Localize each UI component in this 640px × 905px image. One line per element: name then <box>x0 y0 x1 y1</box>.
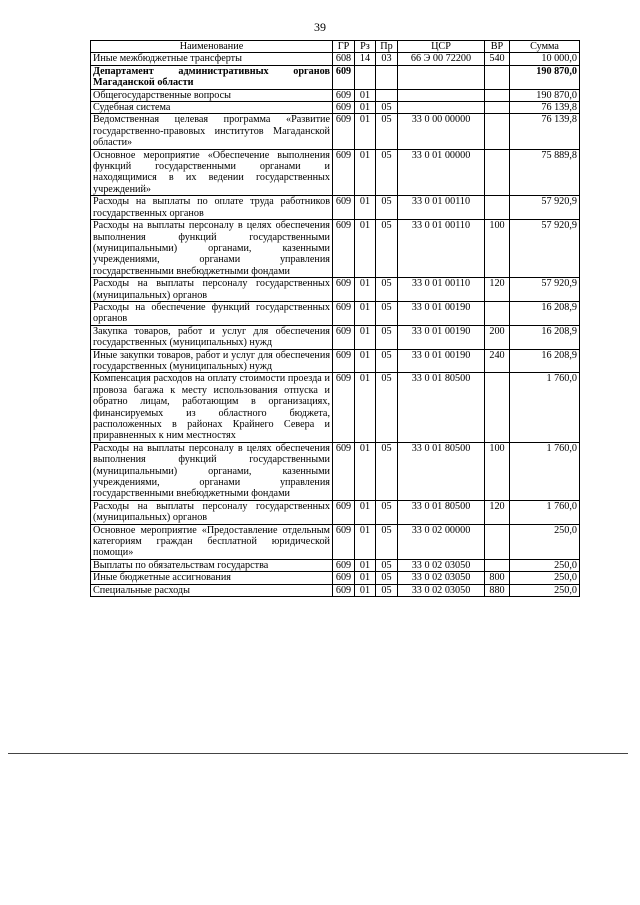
cell-vr <box>485 559 510 571</box>
cell-rz: 14 <box>355 53 376 65</box>
table-row <box>91 373 580 442</box>
cell-csr: 33 0 02 03050 <box>398 584 485 596</box>
cell-vr: 120 <box>485 500 510 524</box>
cell-name: Расходы на выплаты по оплате труда работников государственных органов <box>91 196 333 220</box>
cell-name: Иные бюджетные ассигнования <box>91 572 333 584</box>
cell-sum: 250,0 <box>510 584 580 596</box>
budget-table <box>90 40 580 597</box>
cell-pr <box>376 89 398 101</box>
cell-gr: 609 <box>333 301 355 325</box>
cell-csr: 33 0 01 80500 <box>398 373 485 442</box>
cell-vr: 800 <box>485 572 510 584</box>
cell-csr: 33 0 01 00190 <box>398 325 485 349</box>
cell-pr: 05 <box>376 114 398 149</box>
table-row <box>91 500 580 524</box>
table-row <box>91 278 580 302</box>
cell-gr: 609 <box>333 149 355 196</box>
cell-name: Ведомственная целевая программа «Развитие государственно-правовых институтов Магаданской области» <box>91 114 333 149</box>
cell-gr: 609 <box>333 220 355 278</box>
cell-sum: 16 208,9 <box>510 349 580 373</box>
cell-rz <box>355 65 376 89</box>
cell-gr: 608 <box>333 53 355 65</box>
cell-rz: 01 <box>355 102 376 114</box>
cell-pr: 05 <box>376 572 398 584</box>
cell-vr <box>485 373 510 442</box>
cell-sum: 250,0 <box>510 572 580 584</box>
cell-gr: 609 <box>333 559 355 571</box>
cell-sum: 57 920,9 <box>510 196 580 220</box>
cell-pr: 05 <box>376 584 398 596</box>
cell-csr: 33 0 01 00110 <box>398 196 485 220</box>
cell-csr: 33 0 01 00110 <box>398 220 485 278</box>
table-row <box>91 442 580 500</box>
cell-csr: 33 0 02 00000 <box>398 524 485 559</box>
header-vr: ВР <box>485 41 510 53</box>
cell-vr <box>485 89 510 101</box>
cell-gr: 609 <box>333 584 355 596</box>
cell-name: Расходы на выплаты персоналу государственных (муниципальных) органов <box>91 500 333 524</box>
table-row <box>91 349 580 373</box>
cell-gr: 609 <box>333 196 355 220</box>
cell-rz: 01 <box>355 278 376 302</box>
cell-name: Основное мероприятие «Предоставление отдельным категориям граждан бесплатной юридической помощи» <box>91 524 333 559</box>
cell-csr: 33 0 01 00000 <box>398 149 485 196</box>
cell-rz: 01 <box>355 442 376 500</box>
cell-gr: 609 <box>333 349 355 373</box>
cell-rz: 01 <box>355 149 376 196</box>
cell-name: Закупка товаров, работ и услуг для обеспечения государственных (муниципальных) нужд <box>91 325 333 349</box>
cell-sum: 76 139,8 <box>510 102 580 114</box>
header-name: Наименование <box>91 41 333 53</box>
cell-vr: 880 <box>485 584 510 596</box>
cell-name: Судебная система <box>91 102 333 114</box>
table-row <box>91 149 580 196</box>
cell-name: Департамент административных органов Магаданской области <box>91 65 333 89</box>
table-row <box>91 102 580 114</box>
cell-pr: 05 <box>376 102 398 114</box>
cell-vr: 100 <box>485 442 510 500</box>
cell-name: Расходы на выплаты персоналу в целях обеспечения выполнения функций государственными (муниципальными) органами, казенными учреждениями, органами управления государственными внебюджетными фондами <box>91 442 333 500</box>
cell-gr: 609 <box>333 524 355 559</box>
cell-rz: 01 <box>355 373 376 442</box>
cell-pr: 05 <box>376 442 398 500</box>
cell-sum: 57 920,9 <box>510 220 580 278</box>
cell-name: Иные межбюджетные трансферты <box>91 53 333 65</box>
cell-name: Расходы на обеспечение функций государственных органов <box>91 301 333 325</box>
header-sum: Сумма <box>510 41 580 53</box>
cell-vr <box>485 65 510 89</box>
table-row <box>91 572 580 584</box>
cell-gr: 609 <box>333 373 355 442</box>
cell-rz: 01 <box>355 114 376 149</box>
cell-vr: 200 <box>485 325 510 349</box>
cell-rz: 01 <box>355 559 376 571</box>
cell-csr <box>398 102 485 114</box>
cell-vr: 240 <box>485 349 510 373</box>
table-header-row <box>91 41 580 53</box>
cell-name: Выплаты по обязательствам государства <box>91 559 333 571</box>
cell-pr: 05 <box>376 524 398 559</box>
cell-vr <box>485 196 510 220</box>
cell-pr: 05 <box>376 373 398 442</box>
cell-vr: 120 <box>485 278 510 302</box>
table-row <box>91 65 580 89</box>
table-row <box>91 114 580 149</box>
table-row <box>91 196 580 220</box>
cell-gr: 609 <box>333 114 355 149</box>
cell-rz: 01 <box>355 524 376 559</box>
cell-csr: 33 0 01 00190 <box>398 301 485 325</box>
cell-vr <box>485 524 510 559</box>
cell-gr: 609 <box>333 102 355 114</box>
cell-pr: 03 <box>376 53 398 65</box>
cell-vr <box>485 114 510 149</box>
page-number: 39 <box>314 20 326 34</box>
cell-gr: 609 <box>333 500 355 524</box>
cell-name: Расходы на выплаты персоналу государственных (муниципальных) органов <box>91 278 333 302</box>
cell-csr: 33 0 02 03050 <box>398 572 485 584</box>
header-pr: Пр <box>376 41 398 53</box>
cell-csr: 66 Э 00 72200 <box>398 53 485 65</box>
cell-pr: 05 <box>376 220 398 278</box>
cell-vr <box>485 102 510 114</box>
cell-sum: 16 208,9 <box>510 325 580 349</box>
cell-sum: 16 208,9 <box>510 301 580 325</box>
cell-sum: 190 870,0 <box>510 89 580 101</box>
cell-sum: 1 760,0 <box>510 442 580 500</box>
cell-name: Расходы на выплаты персоналу в целях обеспечения выполнения функций государственными (муниципальными) органами, казенными учреждениями, органами управления государственными внебюджетными фондами <box>91 220 333 278</box>
cell-pr: 05 <box>376 325 398 349</box>
cell-rz: 01 <box>355 584 376 596</box>
cell-pr: 05 <box>376 149 398 196</box>
cell-pr: 05 <box>376 500 398 524</box>
cell-csr: 33 0 00 00000 <box>398 114 485 149</box>
table-row <box>91 220 580 278</box>
cell-pr: 05 <box>376 559 398 571</box>
table-row <box>91 325 580 349</box>
cell-gr: 609 <box>333 89 355 101</box>
cell-rz: 01 <box>355 325 376 349</box>
cell-csr <box>398 65 485 89</box>
cell-name: Иные закупки товаров, работ и услуг для обеспечения государственных (муниципальных) нужд <box>91 349 333 373</box>
header-csr: ЦСР <box>398 41 485 53</box>
cell-sum: 76 139,8 <box>510 114 580 149</box>
cell-rz: 01 <box>355 301 376 325</box>
cell-csr: 33 0 01 80500 <box>398 442 485 500</box>
cell-csr: 33 0 01 00190 <box>398 349 485 373</box>
cell-vr <box>485 301 510 325</box>
cell-csr: 33 0 01 80500 <box>398 500 485 524</box>
cell-pr: 05 <box>376 278 398 302</box>
cell-sum: 57 920,9 <box>510 278 580 302</box>
table-row <box>91 53 580 65</box>
header-rz: Рз <box>355 41 376 53</box>
page-bottom-divider <box>8 753 628 754</box>
cell-name: Компенсация расходов на оплату стоимости проезда и провоза багажа к месту использования отпуска и обратно лицам, работающим в организациях, финансируемых из областного бюджета, расположенных в районах Крайнего Севера и приравненных к ним местностях <box>91 373 333 442</box>
cell-name: Общегосударственные вопросы <box>91 89 333 101</box>
table-row <box>91 559 580 571</box>
cell-sum: 190 870,0 <box>510 65 580 89</box>
table-row <box>91 584 580 596</box>
cell-sum: 75 889,8 <box>510 149 580 196</box>
cell-name: Основное мероприятие «Обеспечение выполнения функций государственными органами и находящимися в их ведении государственных учреждений» <box>91 149 333 196</box>
header-gr: ГР <box>333 41 355 53</box>
cell-gr: 609 <box>333 278 355 302</box>
cell-rz: 01 <box>355 220 376 278</box>
cell-gr: 609 <box>333 442 355 500</box>
cell-vr: 540 <box>485 53 510 65</box>
cell-sum: 250,0 <box>510 524 580 559</box>
cell-vr <box>485 149 510 196</box>
cell-csr: 33 0 02 03050 <box>398 559 485 571</box>
cell-vr: 100 <box>485 220 510 278</box>
cell-rz: 01 <box>355 572 376 584</box>
cell-rz: 01 <box>355 89 376 101</box>
cell-rz: 01 <box>355 196 376 220</box>
cell-name: Специальные расходы <box>91 584 333 596</box>
cell-sum: 10 000,0 <box>510 53 580 65</box>
cell-pr <box>376 65 398 89</box>
cell-gr: 609 <box>333 572 355 584</box>
cell-pr: 05 <box>376 301 398 325</box>
cell-gr: 609 <box>333 65 355 89</box>
table-row <box>91 524 580 559</box>
cell-sum: 250,0 <box>510 559 580 571</box>
cell-gr: 609 <box>333 325 355 349</box>
cell-sum: 1 760,0 <box>510 373 580 442</box>
cell-csr <box>398 89 485 101</box>
cell-pr: 05 <box>376 349 398 373</box>
table-row <box>91 301 580 325</box>
cell-csr: 33 0 01 00110 <box>398 278 485 302</box>
cell-pr: 05 <box>376 196 398 220</box>
cell-rz: 01 <box>355 349 376 373</box>
cell-sum: 1 760,0 <box>510 500 580 524</box>
cell-rz: 01 <box>355 500 376 524</box>
table-row <box>91 89 580 101</box>
